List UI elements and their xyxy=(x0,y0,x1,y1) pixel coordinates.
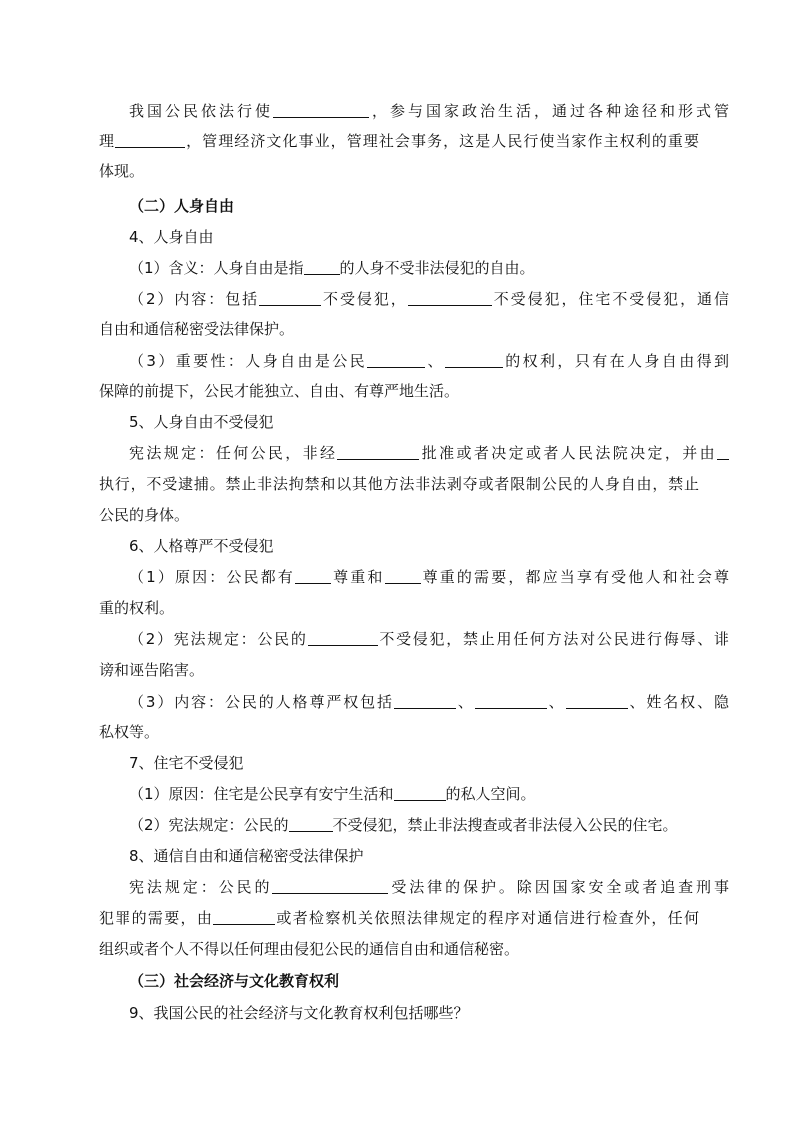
section-heading: （三）社会经济与文化教育权利 xyxy=(129,972,340,990)
fill-blank[interactable] xyxy=(394,785,446,801)
paragraph-line xyxy=(129,628,729,650)
fill-blank[interactable] xyxy=(367,352,425,368)
text: 的权利，只有在人身自由得到 xyxy=(502,352,729,370)
fill-blank[interactable] xyxy=(213,909,275,925)
item-title: 5、人身自由不受侵犯 xyxy=(129,413,274,431)
paragraph-line: 私权等。 xyxy=(99,723,160,741)
text: 不受侵犯， xyxy=(321,290,408,308)
section-heading: （二）人身自由 xyxy=(129,197,235,215)
paragraph-line: 组织或者个人不得以任何理由侵犯公民的通信自由和通信秘密。 xyxy=(99,940,520,958)
text: 、 xyxy=(425,352,445,370)
paragraph-line xyxy=(99,907,699,929)
paragraph-line: 保障的前提下，公民才能独立、自由、有尊严地生活。 xyxy=(99,382,460,400)
fill-blank[interactable] xyxy=(408,290,492,306)
paragraph-line xyxy=(129,288,729,310)
fill-blank[interactable] xyxy=(385,568,421,584)
text: 尊重的需要，都应当享有受他人和社会尊 xyxy=(420,568,729,586)
text: （1）含义：人身自由是指 xyxy=(129,259,304,277)
paragraph-line xyxy=(129,566,729,588)
text: 、姓名权、隐 xyxy=(627,693,729,711)
text: 尊重和 xyxy=(330,568,385,586)
paragraph-line: 体现。 xyxy=(99,162,145,180)
item-title: 9、我国公民的社会经济与文化教育权利包括哪些？ xyxy=(129,1004,469,1022)
paragraph-line: 自由和通信秘密受法律保护。 xyxy=(99,320,295,338)
fill-blank[interactable] xyxy=(273,102,369,118)
item-title: 4、人身自由 xyxy=(129,228,214,246)
fill-blank[interactable] xyxy=(295,568,331,584)
item-title: 6、人格尊严不受侵犯 xyxy=(129,537,274,555)
text: 、 xyxy=(546,693,566,711)
paragraph-line xyxy=(129,814,729,836)
paragraph-line: 公民的身体。 xyxy=(99,506,190,524)
fill-blank[interactable] xyxy=(566,693,628,709)
text: ，管理经济文化事业，管理社会事务，这是人民行使当家作主权利的重要 xyxy=(185,132,699,150)
text: 不受侵犯，禁止用任何方法对公民进行侮辱、诽 xyxy=(377,630,729,648)
fill-blank[interactable] xyxy=(272,878,388,894)
paragraph-line xyxy=(129,257,729,279)
item-title: 7、住宅不受侵犯 xyxy=(129,754,244,772)
paragraph-line xyxy=(129,442,729,464)
fill-blank[interactable] xyxy=(445,352,503,368)
text: 理 xyxy=(99,132,116,150)
paragraph-line xyxy=(129,876,729,898)
paragraph-line xyxy=(99,130,699,152)
paragraph-line: 谤和诬告陷害。 xyxy=(99,661,205,679)
fill-blank[interactable] xyxy=(394,693,456,709)
text: 的私人空间。 xyxy=(445,785,536,803)
fill-blank[interactable] xyxy=(289,816,333,832)
text: 不受侵犯，住宅不受侵犯，通信 xyxy=(491,290,729,308)
fill-blank[interactable] xyxy=(337,444,419,460)
text: 的人身不受非法侵犯的自由。 xyxy=(339,259,535,277)
fill-blank[interactable] xyxy=(304,259,340,275)
text: 我国公民依法行使 xyxy=(129,102,273,120)
paragraph-line xyxy=(129,350,729,372)
text: 宪法规定：任何公民，非经 xyxy=(129,444,338,462)
text: 不受侵犯，禁止非法搜查或者非法侵入公民的住宅。 xyxy=(332,816,678,834)
paragraph-line xyxy=(129,100,729,122)
text: 宪法规定：公民的 xyxy=(129,878,273,896)
paragraph-line: 执行，不受逮捕。禁止非法拘禁和以其他方法非法剥夺或者限制公民的人身自由，禁止 xyxy=(99,475,699,493)
text: 犯罪的需要，由 xyxy=(99,909,214,927)
text: 、 xyxy=(455,693,475,711)
text: （1）原因：住宅是公民享有安宁生活和 xyxy=(129,785,394,803)
fill-blank[interactable] xyxy=(717,444,729,460)
text: （1）原因：公民都有 xyxy=(129,568,295,586)
text: 或者检察机关依照法律规定的程序对通信进行检查外，任何 xyxy=(275,909,699,927)
fill-blank[interactable] xyxy=(308,630,378,646)
fill-blank[interactable] xyxy=(475,693,547,709)
text: 批准或者决定或者人民法院决定，并由 xyxy=(419,444,717,462)
fill-blank[interactable] xyxy=(259,290,321,306)
text: ，参与国家政治生活，通过各种途径和形式管 xyxy=(369,102,729,120)
text: （3）重要性：人身自由是公民 xyxy=(129,352,368,370)
item-title: 8、通信自由和通信秘密受法律保护 xyxy=(129,847,364,865)
text: 受法律的保护。除因国家安全或者追查刑事 xyxy=(388,878,729,896)
paragraph-line xyxy=(129,783,729,805)
paragraph-line: 重的权利。 xyxy=(99,599,175,617)
paragraph-line xyxy=(129,691,729,713)
text: （2）内容：包括 xyxy=(129,290,260,308)
text: （2）宪法规定：公民的 xyxy=(129,630,308,648)
text: （3）内容：公民的人格尊严权包括 xyxy=(129,693,394,711)
text: （2）宪法规定：公民的 xyxy=(129,816,289,834)
fill-blank[interactable] xyxy=(115,132,185,148)
